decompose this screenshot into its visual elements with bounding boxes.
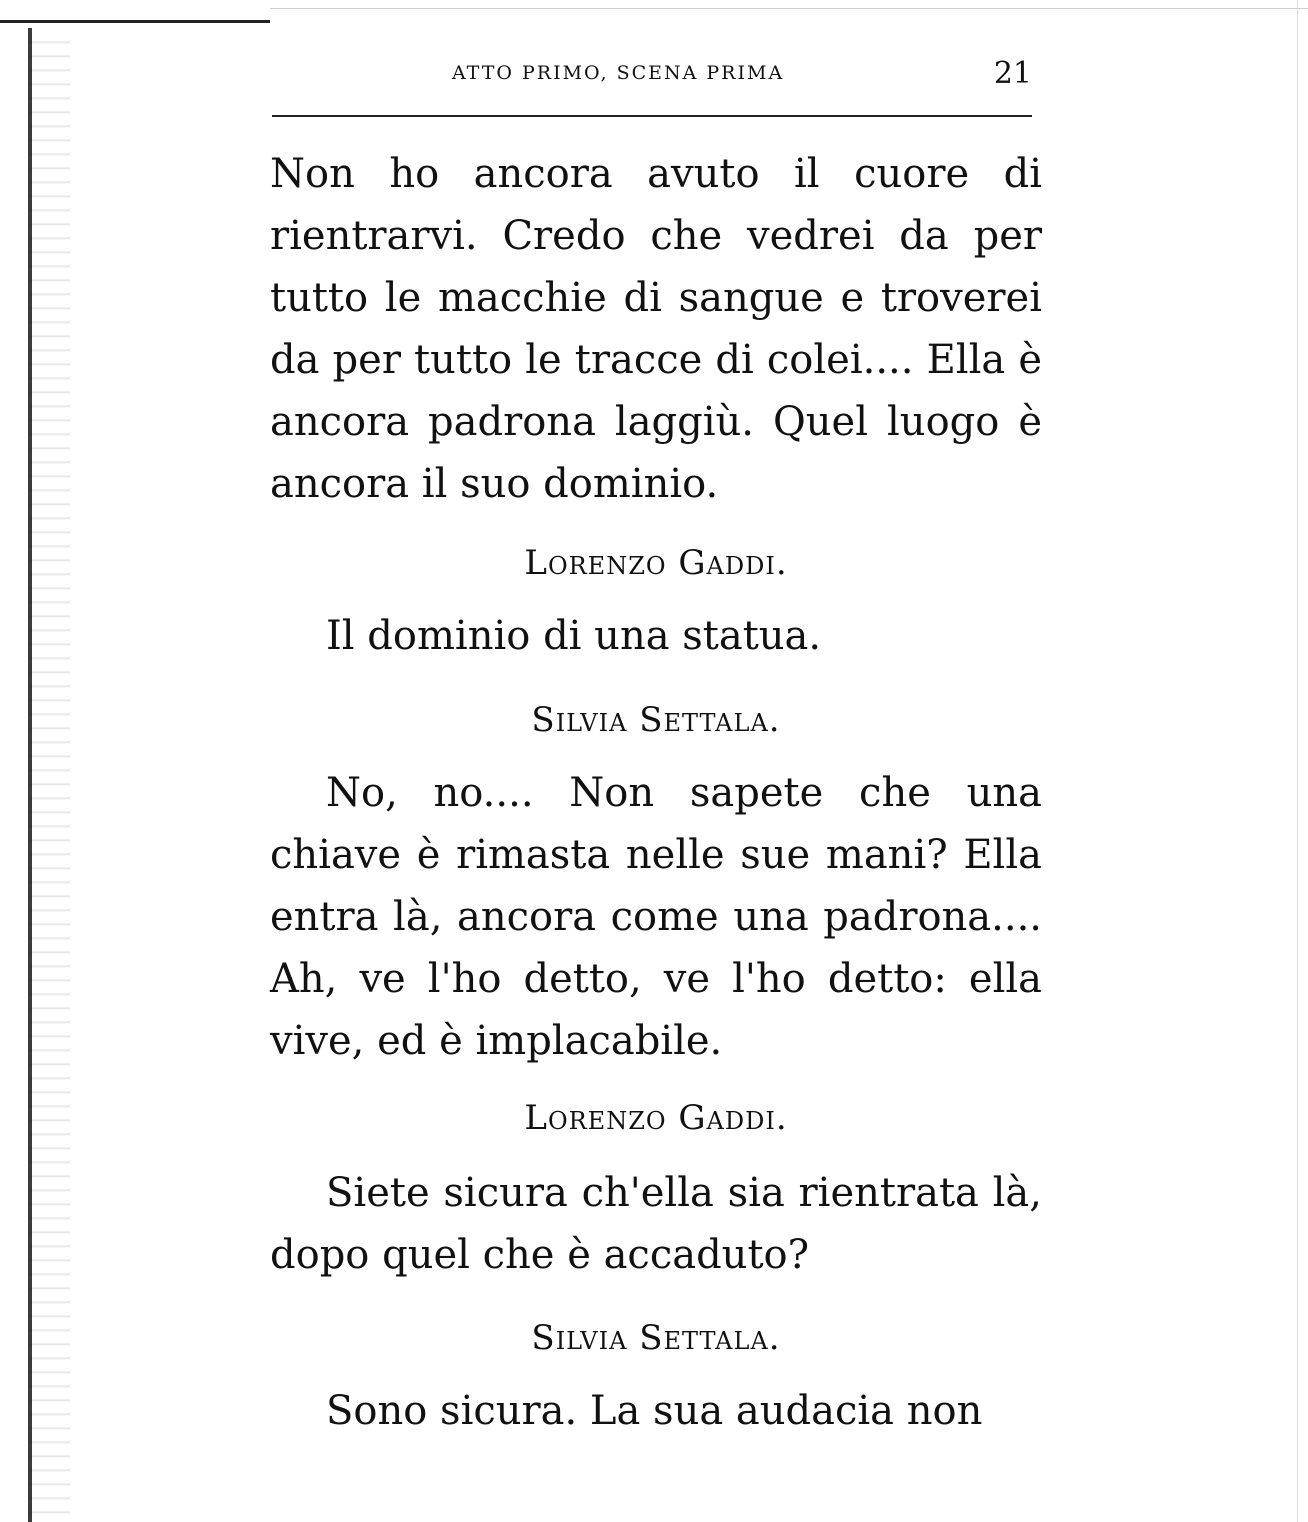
speech-paragraph: Non ho ancora avuto il cuore di rientrarvi. Credo che vedrei da per tutto le macchie di sangue e troverei da per tutto le tracce di colei.... Ella è ancora padrona laggiù. Quel luogo è ancora il suo dominio.	[270, 151, 1042, 507]
running-title: ATTO PRIMO, SCENA PRIMA	[452, 62, 785, 84]
speaker-name: Silvia Settala.	[531, 700, 781, 740]
speech-paragraph: No, no.... Non sapete che una chiave è rimasta nelle sue mani? Ella entra là, ancora come una padrona.... Ah, ve l'ho detto, ve l'ho detto: ella vive, ed è implacabile.	[270, 770, 1042, 1064]
page-right-edge	[1297, 0, 1298, 1522]
speech-paragraph: Il dominio di una statua.	[326, 613, 822, 659]
speaker-name: Lorenzo Gaddi.	[524, 1098, 788, 1138]
running-header	[272, 56, 1032, 96]
speech-paragraph: Siete sicura ch'ella sia rientrata là, dopo quel che è accaduto?	[270, 1170, 1042, 1278]
speaker-name: Silvia Settala.	[531, 1318, 781, 1358]
speech-paragraph: Sono sicura. La sua audacia non	[326, 1388, 983, 1434]
speaker-name: Lorenzo Gaddi.	[524, 543, 788, 583]
page-number: 21	[993, 56, 1032, 91]
binding-speckle	[30, 30, 70, 1520]
page-top-edge-thin	[270, 8, 1308, 9]
header-rule	[272, 115, 1032, 117]
page-top-edge	[0, 20, 270, 23]
